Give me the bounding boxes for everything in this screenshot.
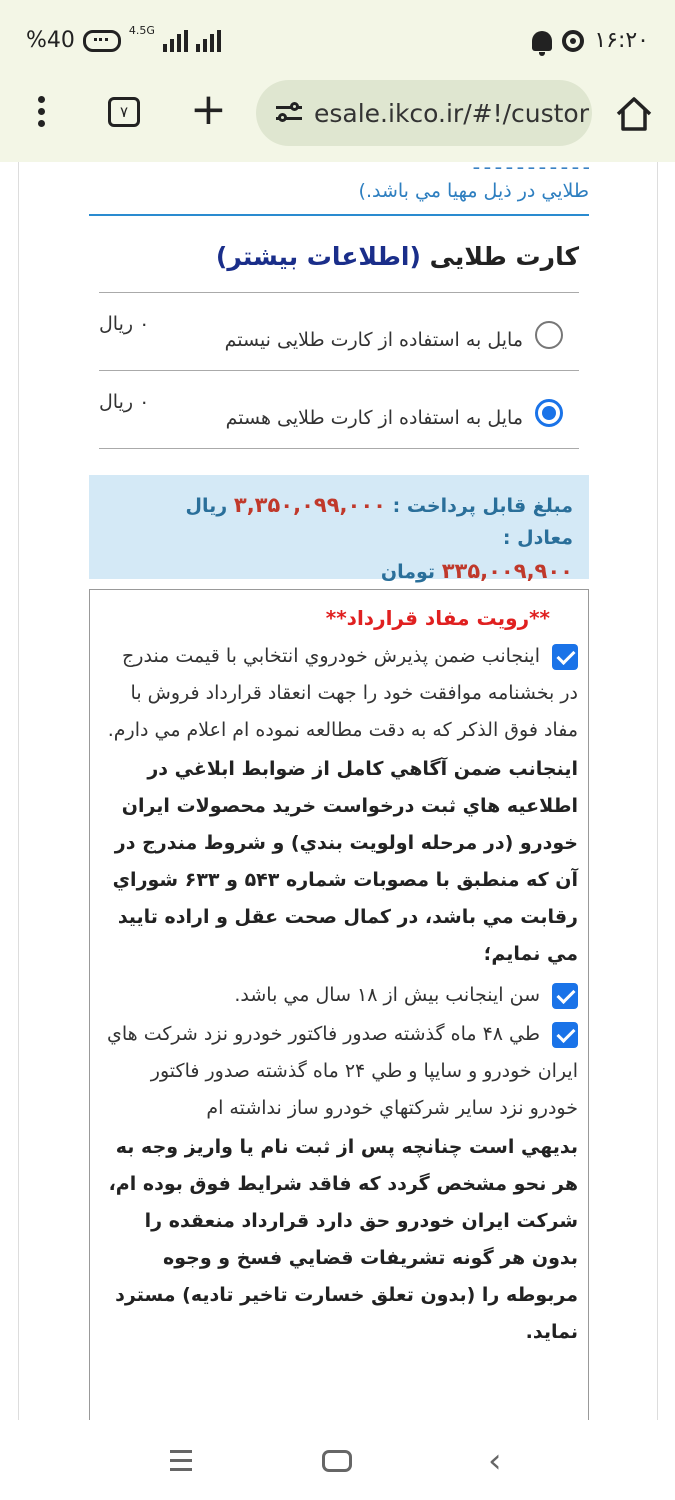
payment-line — [105, 489, 573, 554]
notification-bell-icon — [532, 31, 552, 51]
recent-apps-icon[interactable] — [170, 1450, 192, 1477]
status-bar — [0, 0, 675, 80]
contract-notice-1: اينجانب ضمن آگاهي کامل از ضوابط ابلاغي در اطلاعيه هاي ثبت درخواست خريد محصولات ايران خودرو (در مرحله اولويت بندي) و شروط مندرج در آن که منطبق با مصوبات شماره ۵۴۳ و ۶۳۳ شوراي رقابت مي باشد، در کمال صحت عقل و اراده تاييد مي نمايم؛ — [112, 758, 578, 965]
item-text: طي ۴۸ ماه گذشته صدور فاکتور خودرو نزد شرکت هاي ايران خودرو و سايپا و طي ۲۴ ماه گذشته صدور فاکتور خودرو نزد ساير شرکتهاي خودرو ساز نداشته ام — [106, 1023, 578, 1119]
address-bar[interactable] — [256, 80, 592, 146]
option-price: ۰ ریال — [99, 313, 150, 335]
more-info-link[interactable]: (اطلاعات بیشتر) — [215, 242, 421, 271]
checkbox-no-invoice[interactable] — [552, 1022, 578, 1048]
payment-summary — [89, 475, 589, 583]
option-label: مایل به استفاده از کارت طلایی هستم — [225, 407, 523, 429]
golden-card-option-yes[interactable] — [99, 371, 579, 449]
intro-text: طلايي در ذيل مهيا مي باشد.) — [358, 180, 589, 202]
contract-item-3 — [102, 1016, 578, 1127]
divider — [89, 214, 589, 216]
battery-icon — [83, 30, 121, 52]
checkbox-accept-terms[interactable] — [552, 644, 578, 670]
system-nav-bar — [0, 1420, 675, 1500]
battery-level: 40 — [46, 28, 75, 53]
radio-yes[interactable] — [535, 399, 563, 427]
clock: ۱۶:۲۰ — [594, 28, 649, 53]
toman-unit: تومان — [380, 561, 436, 583]
radio-no[interactable] — [535, 321, 563, 349]
golden-card-heading — [89, 242, 589, 292]
home-button-icon[interactable] — [322, 1450, 352, 1472]
status-right — [532, 28, 649, 53]
network-type: 4.5G — [128, 24, 155, 37]
golden-card-title: کارت طلایی — [429, 242, 579, 271]
contract-item-1 — [102, 638, 578, 749]
battery-percent-sign: % — [26, 28, 47, 53]
url-text[interactable]: esale.ikco.ir/#!/custor — [314, 98, 589, 128]
golden-card-options — [99, 292, 579, 449]
new-tab-icon[interactable]: + — [190, 84, 227, 135]
rial-unit: ریال — [185, 495, 228, 517]
option-label: مایل به استفاده از کارت طلایی نیستم — [224, 329, 523, 351]
payment-toman-line — [105, 554, 573, 589]
golden-card-option-no[interactable] — [99, 293, 579, 371]
hotspot-icon — [562, 30, 584, 52]
back-icon[interactable]: ‹ — [488, 1441, 502, 1481]
status-left — [26, 24, 221, 53]
intro-text-cut: ـ ـ ـ ـ ـ ـ ـ ـ ـ ـ ـ — [473, 162, 589, 174]
payment-amount-toman: ۳۳۵,۰۰۹,۹۰۰ — [441, 559, 573, 583]
payment-amount-rial: ۳,۳۵۰,۰۹۹,۰۰۰ — [233, 493, 386, 517]
tabs-count-button[interactable]: ۷ — [108, 97, 140, 127]
contract-notice-2: بديهي است چنانچه پس از ثبت نام يا واريز وجه به هر نحو مشخص گردد که فاقد شرايط فوق بوده ام، شرکت ايران خودرو حق دارد قرارداد منعقده را بدون هر گونه تشريفات قضايي فسخ و وجوه مربوطه را (بدون تعلق خسارت تاخير تاديه) مسترد نمايد. — [108, 1136, 578, 1343]
site-settings-icon[interactable] — [276, 102, 302, 124]
payment-label: مبلغ قابل پرداخت : — [392, 495, 573, 517]
contract-title: **رويت مفاد قرارداد** — [325, 606, 550, 630]
option-price: ۰ ریال — [99, 391, 150, 413]
contract-item-2 — [102, 977, 578, 1014]
item-text: اينجانب ضمن پذيرش خودروي انتخابي با قيمت مندرج در بخشنامه موافقت خود را جهت انعقاد قرارداد فروش با مفاد فوق الذکر که به دقت مطالعه نموده ام اعلام مي دارم. — [107, 645, 578, 741]
home-icon[interactable] — [614, 94, 654, 134]
checkbox-age[interactable] — [552, 983, 578, 1009]
signal-2-icon — [196, 30, 221, 52]
item-text: سن اينجانب بيش از ۱۸ سال مي باشد. — [234, 984, 540, 1006]
browser-toolbar — [0, 80, 675, 162]
more-menu-icon[interactable] — [28, 96, 54, 130]
web-page — [18, 162, 658, 1420]
contract-box — [89, 589, 589, 1420]
page-content — [89, 162, 589, 1420]
equivalent-label: معادل : — [502, 527, 573, 549]
signal-icon — [163, 30, 188, 52]
